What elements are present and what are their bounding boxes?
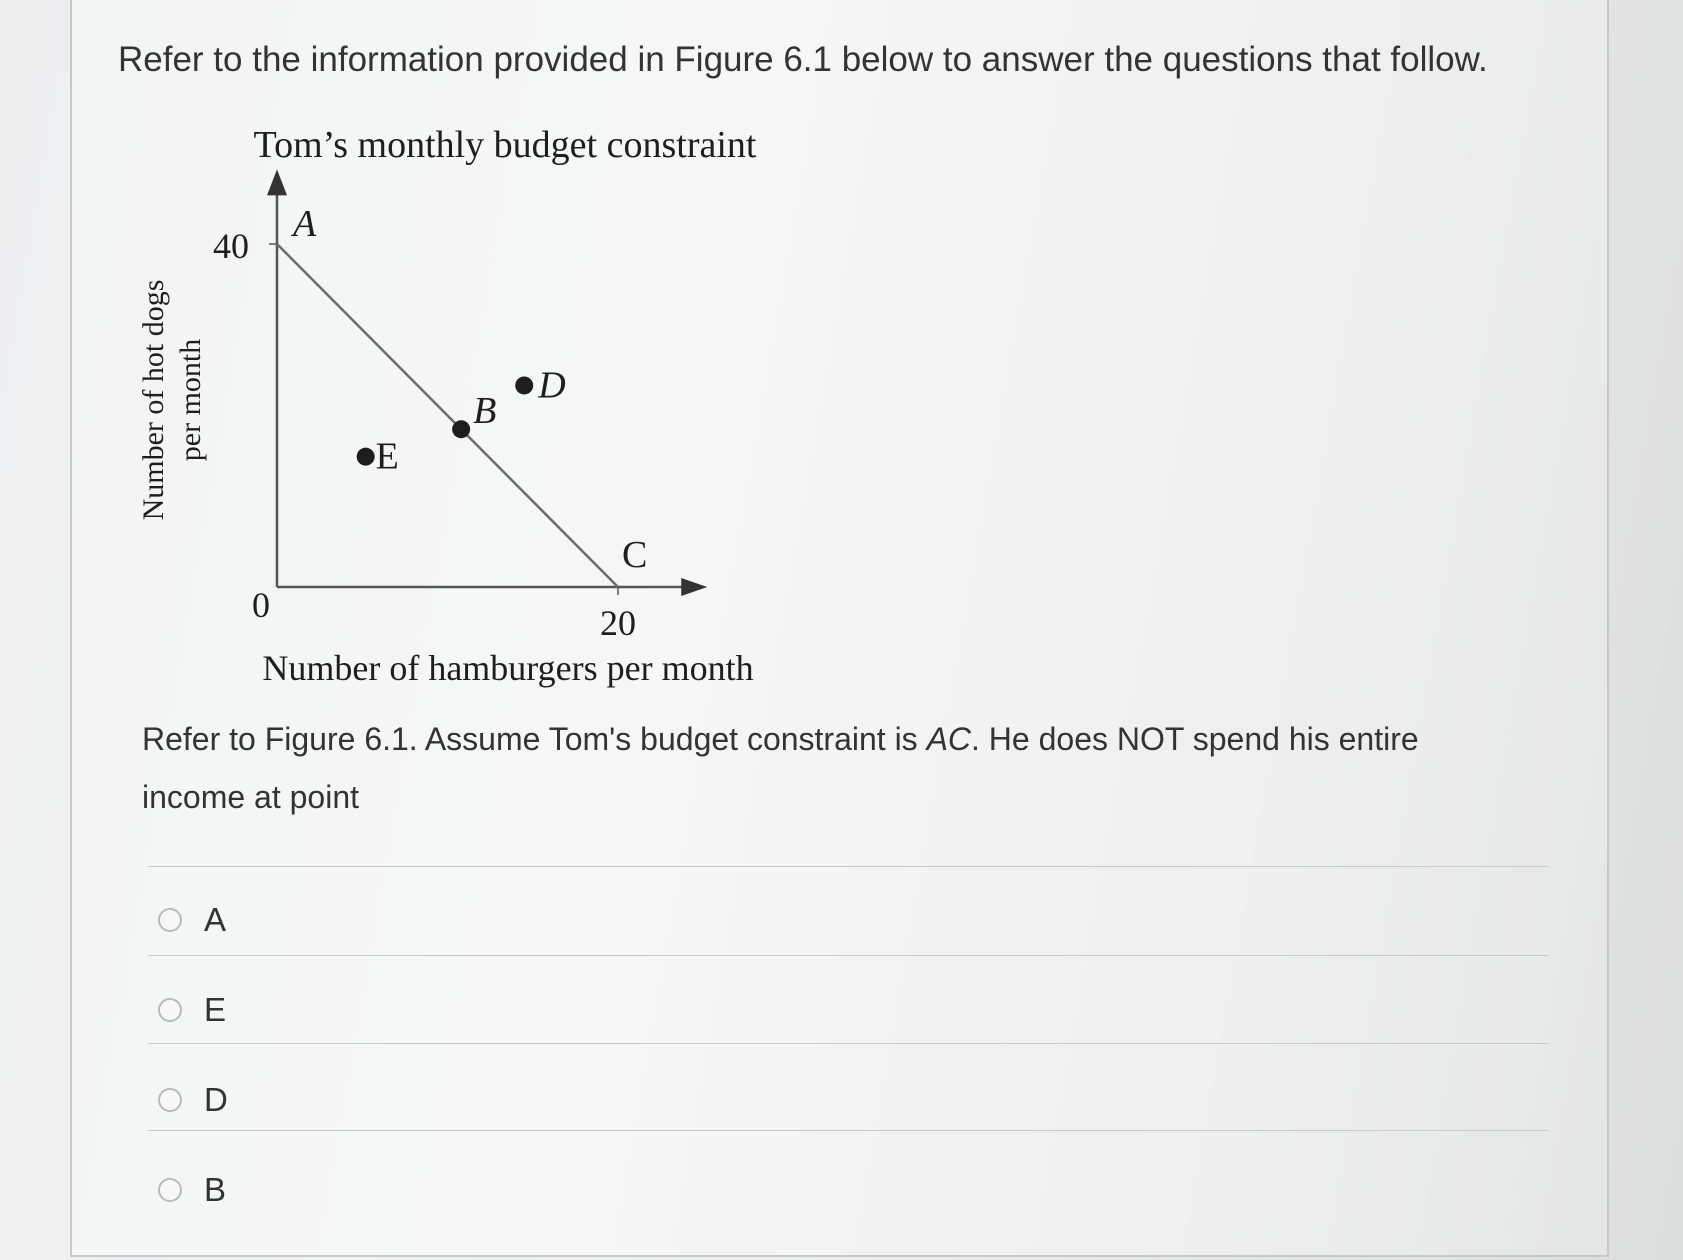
point-label-c: C — [622, 534, 648, 576]
divider — [148, 866, 1548, 867]
point-label-e: E — [375, 435, 399, 478]
option-e[interactable] — [158, 990, 226, 1030]
radio-d[interactable] — [158, 1088, 182, 1112]
divider — [148, 1043, 1548, 1044]
option-label-b: B — [204, 1171, 227, 1208]
y-axis-label-line1: Number of hot dogs — [137, 279, 170, 521]
divider — [148, 1130, 1548, 1131]
point-marker-b — [452, 420, 470, 438]
point-label-b: B — [473, 390, 497, 433]
question-text — [142, 710, 1522, 826]
point-label-d: D — [538, 364, 566, 407]
chart-points — [290, 203, 647, 576]
y-axis-label-line2: per month — [174, 338, 207, 462]
radio-b[interactable] — [158, 1178, 182, 1202]
point-marker-d — [515, 376, 533, 394]
option-b[interactable] — [158, 1170, 226, 1210]
y-tick-label: 40 — [213, 226, 249, 266]
question-prefix: Refer to Figure 6.1. Assume Tom's budget constraint is — [142, 721, 927, 757]
question-constraint: AC — [926, 721, 972, 757]
radio-e[interactable] — [158, 998, 182, 1022]
option-label-a: A — [204, 901, 227, 938]
point-label-a: A — [293, 203, 317, 245]
question-suffix: . He does NOT spend his entire income at point — [142, 721, 1419, 815]
intro-text: Refer to the information provided in Figure 6.1 below to answer the questions that follow. — [118, 40, 1488, 79]
y-axis-arrowhead — [267, 169, 287, 195]
radio-a[interactable] — [158, 908, 182, 932]
x-tick-label: 20 — [600, 603, 636, 643]
option-label-d: D — [204, 1081, 228, 1118]
x-axis-label: Number of hamburgers per month — [262, 648, 754, 688]
divider — [148, 955, 1548, 956]
x-axis-arrowhead — [681, 578, 707, 596]
point-marker-e — [357, 448, 375, 466]
option-label-e: E — [204, 991, 227, 1028]
option-d[interactable] — [158, 1080, 228, 1120]
budget-line-ac — [277, 244, 618, 587]
origin-label: 0 — [252, 585, 270, 625]
option-a[interactable] — [158, 900, 226, 940]
chart-title: Tom’s monthly budget constraint — [253, 124, 757, 166]
